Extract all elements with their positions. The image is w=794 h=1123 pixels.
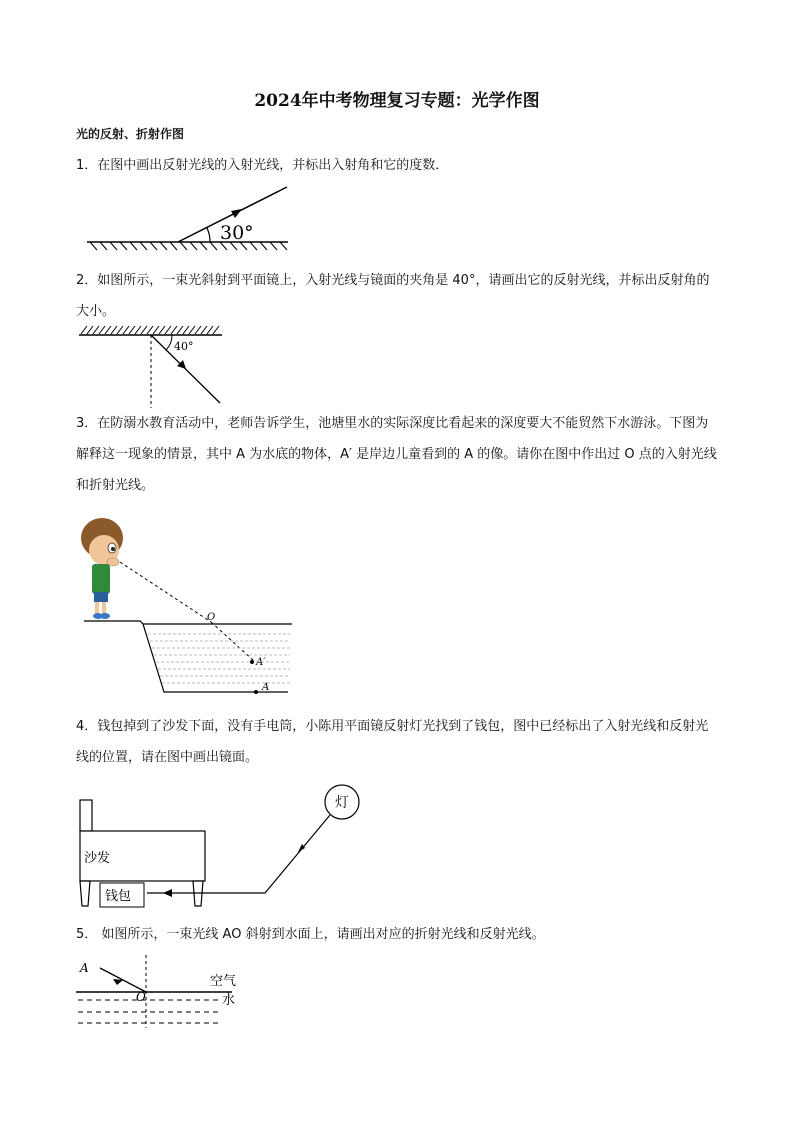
lamp-label: 灯: [335, 795, 349, 811]
page-title: 2024年中考物理复习专题：光学作图: [254, 91, 540, 111]
label-a-prime: A′: [256, 657, 266, 668]
ray-arrow: [231, 209, 242, 218]
point-a-prime: [250, 660, 254, 664]
question-1-text: 1．在图中画出反射光线的入射光线，并标出入射角和它的度数．: [76, 158, 449, 173]
label-a: A: [262, 682, 270, 693]
question-2-text: 2．如图所示，一束光斜射到平面镜上，入射光线与镜面的夹角是 40°，请画出它的反射光线，并标出反射角的大小。: [76, 273, 710, 319]
question-5-text: 5． 如图所示，一束光线 AO 斜射到水面上，请画出对应的折射光线和反射光线。: [76, 927, 545, 942]
section-heading: 光的反射、折射作图: [76, 127, 185, 141]
question-3-text: 3．在防溺水教育活动中，老师告诉学生，池塘里水的实际深度比看起来的深度要大不能贸然下水游泳。下图为解释这一现象的情景，其中 A 为水底的物体，A′ 是岸边儿童看到的 A 的像。请你在图中作出过 O 点的入射光线和折射光线。: [76, 416, 717, 493]
wallet-label: 钱包: [105, 889, 132, 904]
label-o: O: [207, 612, 216, 623]
figure-4-sofa: [72, 782, 372, 912]
child-illustration: [81, 518, 123, 619]
sight-line: [120, 562, 211, 622]
question-4-text: 4．钱包掉到了沙发下面，没有手电筒，小陈用平面镜反射灯光找到了钱包，图中已经标出了入射光线和反射光线的位置，请在图中画出镜面。: [76, 719, 709, 765]
figure-1-reflection: [80, 180, 295, 255]
label-o-5: O: [136, 990, 146, 1004]
label-air: 空气: [210, 974, 237, 989]
figure-5-water: [72, 953, 252, 1033]
label-water: 水: [222, 993, 236, 1008]
label-a-5: A: [80, 961, 89, 975]
figure-3-pond: [80, 510, 300, 700]
angle-label-40: 40°: [174, 340, 194, 353]
angle-label-30: 30°: [220, 222, 254, 244]
sofa-label: 沙发: [84, 851, 111, 866]
point-a: [254, 690, 258, 694]
figure-2-mirror: [74, 320, 234, 410]
